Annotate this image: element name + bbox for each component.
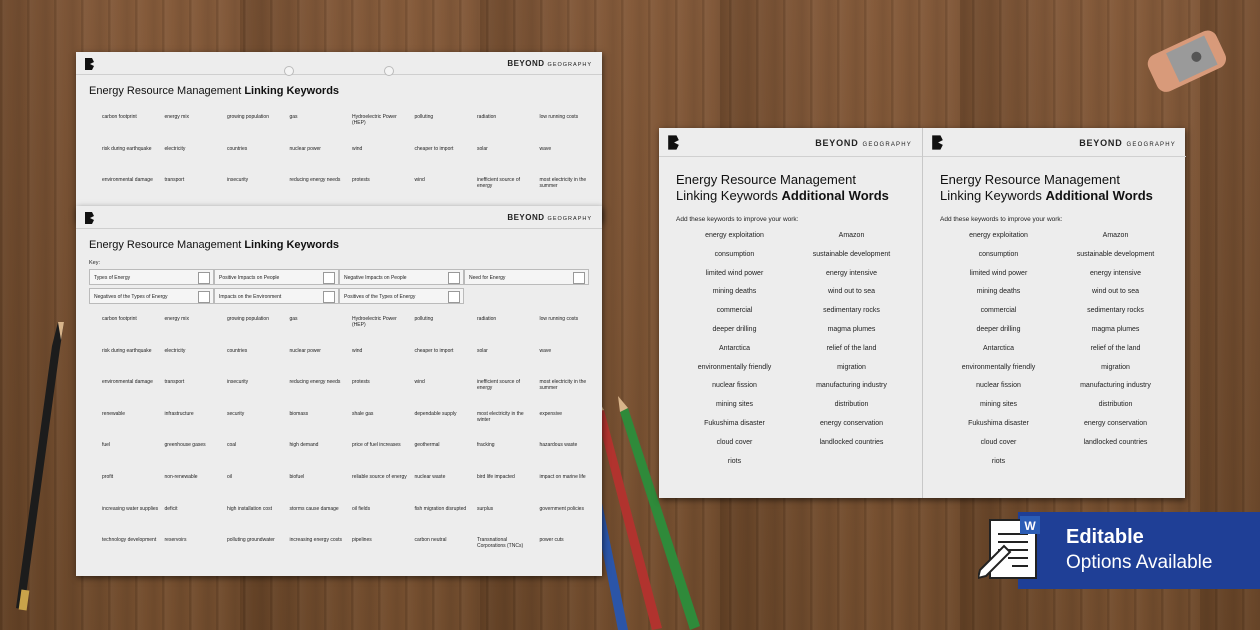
keyword-cell: high demand <box>289 442 319 449</box>
keyword-cell: electricity <box>164 347 186 354</box>
additional-word: energy exploitation <box>969 232 1028 239</box>
additional-word: landlocked countries <box>1083 438 1148 446</box>
keyword-cell: transport <box>164 177 185 184</box>
worksheet-title: Energy Resource Management Linking Keywords <box>89 85 340 97</box>
keyword-grid <box>102 316 602 569</box>
keyword-cell: shale gas <box>352 410 374 417</box>
brand-name: BEYOND GEOGRAPHY <box>507 59 592 68</box>
keyword-cell: carbon footprint <box>102 114 137 120</box>
booklet-page-right <box>923 128 1186 498</box>
keyword-cell: most electricity in the winter <box>477 410 524 423</box>
keyword-cell: carbon footprint <box>102 316 137 322</box>
additional-word: Amazon <box>1102 232 1129 239</box>
additional-word: distribution <box>834 401 869 409</box>
keyword-cell: oil fields <box>352 505 371 512</box>
keyword-cell: increasing water supplies <box>102 505 159 512</box>
keyword-cell: inefficient source of energy <box>477 379 520 392</box>
keyword-cell: dependable supply <box>414 410 457 417</box>
key-item: Positive Impacts on People <box>214 269 339 285</box>
keyword-cell: inefficient source of energy <box>477 177 520 190</box>
beyond-logo-icon <box>931 134 944 151</box>
keyword-cell: protests <box>352 379 370 386</box>
beyond-logo-icon <box>84 211 95 225</box>
additional-word: mining sites <box>980 401 1017 409</box>
additional-word: migration <box>1101 363 1130 371</box>
keyword-cell: low running costs <box>539 316 579 322</box>
worksheet-front <box>76 206 602 576</box>
keyword-cell: fuel <box>102 442 111 449</box>
keyword-cell: power cuts <box>539 537 564 544</box>
keyword-cell: profit <box>102 473 114 480</box>
worksheet-header <box>76 206 602 229</box>
booklet-title: Energy Resource Management Linking Keywords Additional Words <box>940 172 1153 203</box>
keyword-cell: wave <box>539 347 552 354</box>
additional-word: energy conservation <box>1083 419 1148 427</box>
keyword-cell: gas <box>289 316 298 322</box>
key-swatch <box>323 272 335 284</box>
additional-word: energy exploitation <box>705 232 764 239</box>
keyword-cell: reliable source of energy <box>352 473 407 480</box>
additional-word: mining deaths <box>976 288 1021 296</box>
additional-word: Antarctica <box>718 344 751 352</box>
additional-word: sedimentary rocks <box>1087 307 1144 315</box>
keyword-cell: energy mix <box>164 114 189 120</box>
key-label: Key: <box>89 260 101 266</box>
keyword-cell: cheaper to import <box>414 145 454 152</box>
additional-word: energy intensive <box>826 269 877 277</box>
keyword-cell: geothermal <box>414 442 440 449</box>
keyword-cell: insecurity <box>227 177 249 184</box>
worksheet-title: Energy Resource Management Linking Keywords <box>89 239 340 251</box>
additional-word: magma plumes <box>827 325 876 333</box>
booklet-page-left <box>659 128 922 498</box>
keyword-cell: most electricity in the summer <box>539 177 587 190</box>
keyword-cell: energy mix <box>164 316 189 322</box>
additional-word: relief of the land <box>1090 344 1141 352</box>
booklet-subtitle: Add these keywords to improve your work: <box>676 216 799 223</box>
keyword-grid <box>102 114 602 209</box>
keyword-cell: government policies <box>539 505 584 512</box>
keyword-cell: polluting <box>414 114 434 120</box>
word-list <box>676 232 910 476</box>
editable-options-banner[interactable] <box>1018 512 1260 589</box>
keyword-cell: biofuel <box>289 473 305 480</box>
keyword-cell: solar <box>477 145 488 152</box>
black-pencil <box>16 322 64 610</box>
keyword-cell: electricity <box>164 145 186 152</box>
keyword-cell: nuclear power <box>289 347 321 354</box>
keyword-cell: growing population <box>227 114 269 120</box>
additional-word: nuclear fission <box>712 382 757 390</box>
key-legend <box>89 269 589 305</box>
additional-word: energy intensive <box>1090 269 1141 277</box>
key-item: Positives of the Types of Energy <box>339 288 464 304</box>
additional-word: environmentally friendly <box>697 363 772 371</box>
beyond-logo-icon <box>667 134 680 151</box>
key-item: Negatives of the Types of Energy <box>89 288 214 304</box>
keyword-cell: nuclear power <box>289 145 321 152</box>
keyword-cell: surplus <box>477 505 494 512</box>
keyword-cell: Transnational Corporations (TNCs) <box>477 537 524 550</box>
additional-word: mining deaths <box>712 288 757 296</box>
booklet-header <box>923 128 1186 157</box>
keyword-cell: most electricity in the summer <box>539 379 587 392</box>
additional-word: manufacturing industry <box>1080 382 1151 390</box>
keyword-cell: Hydroelectric Power (HEP) <box>352 316 397 328</box>
brand-name: BEYOND GEOGRAPHY <box>507 213 592 222</box>
additional-word: manufacturing industry <box>816 382 887 390</box>
key-swatch <box>198 272 210 284</box>
additional-word: mining sites <box>716 401 753 409</box>
keyword-cell: fish migration disrupted <box>414 505 467 512</box>
additional-word: Fukushima disaster <box>704 419 765 427</box>
keyword-cell: hazardous waste <box>539 442 578 449</box>
additional-word: energy conservation <box>819 419 884 427</box>
additional-word: consumption <box>714 250 755 258</box>
keyword-cell: countries <box>227 347 248 354</box>
booklet-header <box>659 128 922 157</box>
keyword-cell: low running costs <box>539 114 579 120</box>
additional-word: sedimentary rocks <box>823 307 880 315</box>
keyword-cell: expensive <box>539 410 563 417</box>
keyword-cell: protests <box>352 177 370 184</box>
keyword-cell: growing population <box>227 316 269 322</box>
booklet-title: Energy Resource Management Linking Keywords Additional Words <box>676 172 889 203</box>
additional-word: wind out to sea <box>827 288 876 296</box>
additional-word: relief of the land <box>826 344 877 352</box>
keyword-cell: reducing energy needs <box>289 177 341 184</box>
keyword-cell: non-renewable <box>164 473 198 480</box>
additional-word: riots <box>727 457 742 465</box>
keyword-cell: infrastructure <box>164 410 194 417</box>
keyword-cell: cheaper to import <box>414 347 454 354</box>
additional-word: commercial <box>980 307 1017 315</box>
keyword-cell: security <box>227 410 245 417</box>
keyword-cell: coal <box>227 442 237 449</box>
beyond-logo-icon <box>84 57 95 71</box>
additional-word: magma plumes <box>1091 325 1140 333</box>
keyword-cell: radiation <box>477 316 497 322</box>
keyword-cell: environmental damage <box>102 379 153 386</box>
keyword-cell: polluting <box>414 316 434 322</box>
keyword-cell: polluting groundwater <box>227 537 275 544</box>
worksheet-header <box>76 52 602 75</box>
keyword-cell: wind <box>352 347 363 354</box>
additional-word: limited wind power <box>969 269 1028 277</box>
key-swatch <box>448 291 460 303</box>
keyword-cell: gas <box>289 114 298 120</box>
keyword-cell: fracking <box>477 442 495 449</box>
additional-word: Amazon <box>838 232 865 239</box>
brand-name: BEYOND GEOGRAPHY <box>815 138 912 148</box>
keyword-cell: storms cause damage <box>289 505 339 512</box>
additional-word: nuclear fission <box>976 382 1021 390</box>
key-swatch <box>323 291 335 303</box>
keyword-cell: price of fuel increases <box>352 442 401 449</box>
additional-word: landlocked countries <box>819 438 884 446</box>
punch-hole-icon <box>384 66 394 76</box>
word-badge-icon: W <box>1024 519 1036 533</box>
keyword-cell: Hydroelectric Power (HEP) <box>352 114 397 126</box>
keyword-cell: renewable <box>102 410 126 417</box>
sharpener-decoration <box>1144 27 1229 95</box>
keyword-cell: biomass <box>289 410 309 417</box>
keyword-cell: bird life impacted <box>477 473 515 480</box>
editable-document-icon <box>978 514 1048 584</box>
additional-word: distribution <box>1098 401 1133 409</box>
additional-word: wind out to sea <box>1091 288 1140 296</box>
keyword-cell: radiation <box>477 114 497 120</box>
keyword-cell: nuclear waste <box>414 473 446 480</box>
keyword-cell: risk during earthquake <box>102 347 152 354</box>
additional-word: deeper drilling <box>976 325 1021 333</box>
keyword-cell: carbon neutral <box>414 537 447 544</box>
punch-hole-icon <box>284 66 294 76</box>
keyword-cell: wind <box>352 145 363 152</box>
keyword-cell: wind <box>414 379 425 386</box>
keyword-cell: wave <box>539 145 552 152</box>
keyword-cell: solar <box>477 347 488 354</box>
additional-word: Antarctica <box>982 344 1015 352</box>
key-swatch <box>448 272 460 284</box>
worksheet-back <box>76 52 602 222</box>
banner-subtitle: Options Available <box>1066 552 1213 573</box>
key-item: Impacts on the Environment <box>214 288 339 304</box>
additional-word: sustainable development <box>1076 250 1155 258</box>
keyword-cell: reducing energy needs <box>289 379 341 386</box>
keyword-cell: environmental damage <box>102 177 153 184</box>
keyword-cell: insecurity <box>227 379 249 386</box>
additional-word: commercial <box>716 307 753 315</box>
keyword-cell: greenhouse gases <box>164 442 206 449</box>
word-list <box>940 232 1174 476</box>
key-item: Types of Energy <box>89 269 214 285</box>
keyword-cell: risk during earthquake <box>102 145 152 152</box>
key-item: Need for Energy <box>464 269 589 285</box>
keyword-cell: countries <box>227 145 248 152</box>
brand-name: BEYOND GEOGRAPHY <box>1079 138 1176 148</box>
additional-word: consumption <box>978 250 1019 258</box>
keyword-cell: reservoirs <box>164 537 187 544</box>
additional-word: riots <box>991 457 1006 465</box>
additional-word: cloud cover <box>716 438 753 446</box>
keyword-cell: increasing energy costs <box>289 537 343 544</box>
additional-word: migration <box>837 363 866 371</box>
keyword-cell: deficit <box>164 505 178 512</box>
key-swatch <box>573 272 585 284</box>
keyword-cell: technology development <box>102 537 157 544</box>
additional-words-booklet <box>659 128 1185 498</box>
keyword-cell: impact on marine life <box>539 473 586 480</box>
keyword-cell: high installation cost <box>227 505 273 512</box>
keyword-cell: transport <box>164 379 185 386</box>
banner-title: Editable <box>1066 526 1144 548</box>
additional-word: deeper drilling <box>712 325 757 333</box>
keyword-cell: wind <box>414 177 425 184</box>
key-item: Negative Impacts on People <box>339 269 464 285</box>
additional-word: environmentally friendly <box>961 363 1036 371</box>
keyword-cell: pipelines <box>352 537 372 544</box>
key-swatch <box>198 291 210 303</box>
additional-word: limited wind power <box>705 269 764 277</box>
keyword-cell: oil <box>227 473 233 480</box>
additional-word: cloud cover <box>980 438 1017 446</box>
additional-word: sustainable development <box>812 250 891 258</box>
booklet-subtitle: Add these keywords to improve your work: <box>940 216 1063 223</box>
additional-word: Fukushima disaster <box>968 419 1029 427</box>
